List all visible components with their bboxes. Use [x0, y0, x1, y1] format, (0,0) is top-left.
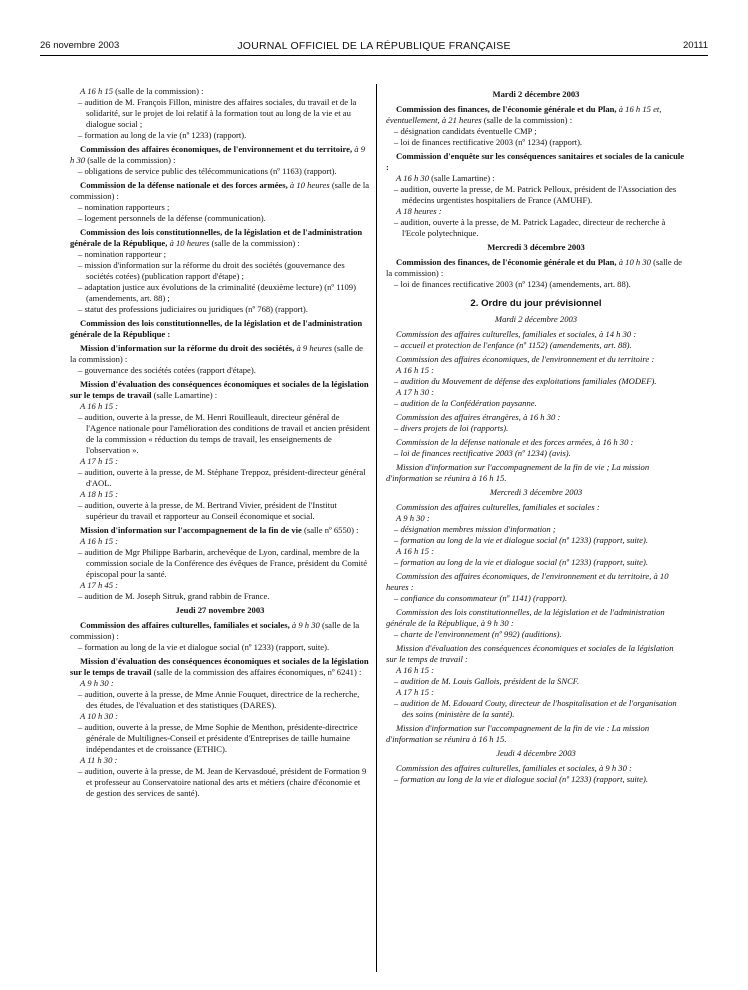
- time-line: A 16 h 15 :: [396, 365, 435, 375]
- right-column: [386, 86, 686, 788]
- time-line: A 9 h 30 :: [396, 513, 430, 523]
- agenda-item: – audition de M. Louis Gallois, président de la SNCF.: [394, 676, 580, 686]
- agenda-block: [70, 525, 370, 602]
- agenda-item: – adaptation justice aux évolutions de la criminalité (deuxième lecture) (nº 1109) (amendements, art. 88) ;: [78, 282, 356, 303]
- day-heading: Mercredi 3 décembre 2003: [487, 242, 585, 252]
- agenda-item: – gouvernance des sociétés cotées (rapport d'étape).: [78, 365, 256, 375]
- agenda-item: – audition de Mgr Philippe Barbarin, archevêque de Lyon, cardinal, membre de la commission sociale de la Conférence des évêques de France, président du Comité épiscopal pour la santé.: [78, 547, 368, 579]
- agenda-item: – confiance du consommateur (nº 1141) (rapport).: [394, 593, 568, 603]
- time-line: A 9 h 30 :: [80, 678, 114, 688]
- journal-title: JOURNAL OFFICIEL DE LA RÉPUBLIQUE FRANÇAISE: [237, 40, 511, 52]
- agenda-block: [70, 379, 370, 522]
- agenda-item: – logement personnels de la défense (communication).: [78, 213, 266, 223]
- agenda-block: [70, 656, 370, 799]
- time-line: A 16 h 15 :: [80, 536, 119, 546]
- agenda-item: – mission d'information sur la réforme du droit des sociétés (gouvernance des sociétés cotées) (publication rapport d'étape) ;: [78, 260, 345, 281]
- agenda-block: [70, 343, 370, 376]
- agenda-item: – loi de finances rectificative 2003 (nº 1234) (avis).: [394, 448, 571, 458]
- time-line: A 16 h 30 (salle Lamartine) :: [396, 173, 495, 183]
- day-heading: Jeudi 27 novembre 2003: [175, 605, 265, 615]
- header-rule: [40, 55, 708, 56]
- mission-heading: Mission d'information sur l'accompagnement de la fin de vie ; La mission d'information se réunira à 16 h 15.: [386, 462, 650, 483]
- agenda-block: [386, 643, 686, 720]
- agenda-item: – loi de finances rectificative 2003 (nº 1234) (rapport).: [394, 137, 583, 147]
- agenda-item: – audition, ouverte à la presse, de Mme Sophie de Menthon, présidente-directrice générale de Multilignes-Conseil et présidente d'Entreprises de taille humaine indépendantes et de croissance (ETHIC).: [78, 722, 358, 754]
- agenda-block: [386, 412, 686, 434]
- agenda-item: – accueil et protection de l'enfance (nº 1152) (amendements, art. 88).: [394, 340, 632, 350]
- time-line: A 10 h 30 :: [80, 711, 119, 721]
- agenda-block: [386, 763, 686, 785]
- agenda-block: [386, 571, 686, 604]
- agenda-block: [70, 318, 370, 340]
- commission-heading: Commission des lois constitutionnelles, de la législation et de l'administration générale de la République, à 10 heures (salle de la commission) :: [70, 227, 363, 248]
- agenda-item: – obligations de service public des télécommunications (nº 1163) (rapport).: [78, 166, 337, 176]
- mission-heading: Mission d'information sur l'accompagnement de la fin de vie : La mission d'information se réunira à 16 h 15.: [386, 723, 650, 744]
- agenda-block: [386, 462, 686, 484]
- commission-heading: Commission d'enquête sur les conséquences sanitaires et sociales de la canicule :: [386, 151, 685, 172]
- day-heading: Mardi 2 décembre 2003: [494, 314, 578, 324]
- agenda-item: – formation au long de la vie et dialogue social (nº 1233) (rapport, suite).: [394, 774, 649, 784]
- commission-heading: Commission des lois constitutionnelles, de la législation et de l'administration générale de la République :: [70, 318, 363, 339]
- agenda-block: [386, 104, 686, 148]
- agenda-item: – audition, ouverte à la presse, de Mme Annie Fouquet, directrice de la recherche, des études, de l'évaluation et des statistiques (DARES).: [78, 689, 360, 710]
- agenda-item: – audition de M. Edouard Couty, directeur de l'hospitalisation et de l'organisation des soins (ministère de la santé).: [394, 698, 677, 719]
- mission-heading: Mission d'évaluation des conséquences économiques et sociales de la législation sur le temps de travail :: [386, 643, 674, 664]
- time-line: A 17 h 30 :: [396, 387, 435, 397]
- commission-heading: Commission des finances, de l'économie générale et du Plan, à 10 h 30 (salle de la commission) :: [386, 257, 682, 278]
- agenda-item: – audition, ouverte à la presse, de M. Jean de Kervasdoué, président de Formation 9 et professeur au Conservatoire national des arts et métiers (chaire d'économie et de gestion des services de santé).: [78, 766, 367, 798]
- agenda-block: [386, 607, 686, 640]
- mission-heading: Mission d'évaluation des conséquences économiques et sociales de la législation sur le temps de travail (salle de la commission des affaires économiques, nº 6241) :: [70, 656, 369, 677]
- agenda-block: [386, 354, 686, 409]
- agenda-block: [70, 620, 370, 653]
- agenda-block: [386, 257, 686, 290]
- agenda-block: [386, 723, 686, 745]
- time-line: A 11 h 30 :: [80, 755, 118, 765]
- agenda-item: – audition, ouverte à la presse, de M. Patrick Lagadec, directeur de recherche à l'Ecole polytechnique.: [394, 217, 666, 238]
- time-line: A 16 h 15 :: [396, 665, 435, 675]
- commission-heading: Commission des affaires économiques, de l'environnement et du territoire, à 10 heures :: [386, 571, 669, 592]
- left-column: [70, 86, 370, 802]
- section-title: 2. Ordre du jour prévisionnel: [470, 298, 602, 309]
- header-date: 26 novembre 2003: [40, 40, 120, 51]
- agenda-block: [70, 86, 370, 141]
- time-line: A 17 h 15 :: [80, 456, 119, 466]
- agenda-item: – audition du Mouvement de défense des exploitations familiales (MODEF).: [394, 376, 657, 386]
- agenda-item: – audition de la Confédération paysanne.: [394, 398, 537, 408]
- commission-heading: Commission des lois constitutionnelles, de la législation et de l'administration générale de la République, à 9 h 30 :: [386, 607, 665, 628]
- agenda-item: – formation au long de la vie et dialogue social (nº 1233) (rapport, suite).: [394, 535, 649, 545]
- agenda-block: [70, 144, 370, 177]
- agenda-item: – désignation candidats éventuelle CMP ;: [394, 126, 537, 136]
- agenda-item: – audition de M. François Fillon, ministre des affaires sociales, du travail et de la solidarité, sur le projet de loi relatif à la formation tout au long de la vie et au dialogue social ;: [78, 97, 357, 129]
- commission-heading: Commission de la défense nationale et des forces armées, à 10 heures (salle de la commission) :: [70, 180, 370, 201]
- agenda-block: [386, 437, 686, 459]
- agenda-item: – audition, ouverte à la presse, de M. Bertrand Vivier, président de l'Institut supérieur du travail et rapporteur au Conseil économique et social.: [78, 500, 337, 521]
- commission-heading: Commission des affaires culturelles, familiales et sociales, à 9 h 30 :: [396, 763, 632, 773]
- agenda-block: [386, 502, 686, 568]
- commission-heading: Commission des affaires économiques, de l'environnement et du territoire, à 9 h 30 (salle de la commission) :: [70, 144, 366, 165]
- agenda-block: [70, 180, 370, 224]
- agenda-item: – audition, ouverte à la presse, de M. Stéphane Treppoz, président-directeur général d'AOL.: [78, 467, 366, 488]
- mission-heading: Mission d'information sur l'accompagnement de la fin de vie (salle nº 6550) :: [80, 525, 359, 535]
- agenda-item: – formation au long de la vie et dialogue social (nº 1233) (rapport, suite).: [394, 557, 649, 567]
- time-line: A 17 h 45 :: [80, 580, 119, 590]
- commission-heading: Commission des affaires culturelles, familiales et sociales, à 14 h 30 :: [396, 329, 637, 339]
- agenda-item: – audition, ouverte à la presse, de M. Henri Rouilleault, directeur général de l'Agence nationale pour l'amélioration des conditions de travail et ancien président de la commission « réduction du temps de travail, les enseignements de l'observation ».: [78, 412, 370, 455]
- agenda-block: [386, 151, 686, 239]
- time-line: A 16 h 15 (salle de la commission) :: [80, 86, 204, 96]
- agenda-item: – nomination rapporteurs ;: [78, 202, 170, 212]
- day-heading: Jeudi 4 décembre 2003: [496, 748, 576, 758]
- agenda-item: – désignation membres mission d'information ;: [394, 524, 556, 534]
- commission-heading: Commission des affaires économiques, de l'environnement et du territoire :: [396, 354, 655, 364]
- time-line: A 17 h 15 :: [396, 687, 435, 697]
- page-number: 20111: [682, 40, 708, 51]
- commission-heading: Commission de la défense nationale et des forces armées, à 16 h 30 :: [396, 437, 634, 447]
- agenda-item: – audition, ouverte la presse, de M. Patrick Pelloux, président de l'Association des médecins urgentistes hospitaliers de France (AMUHF).: [394, 184, 677, 205]
- column-divider: [376, 84, 377, 972]
- day-heading: Mardi 2 décembre 2003: [492, 89, 580, 99]
- page-header: [40, 40, 708, 54]
- day-heading: Mercredi 3 décembre 2003: [489, 487, 583, 497]
- commission-heading: Commission des affaires étrangères, à 16 h 30 :: [396, 412, 561, 422]
- agenda-item: – audition de M. Joseph Sitruk, grand rabbin de France.: [78, 591, 270, 601]
- time-line: A 18 h 15 :: [80, 489, 119, 499]
- agenda-block: [70, 227, 370, 315]
- time-line: A 18 heures :: [396, 206, 442, 216]
- time-line: A 16 h 15 :: [80, 401, 119, 411]
- agenda-item: – charte de l'environnement (nº 992) (auditions).: [394, 629, 562, 639]
- agenda-block: [386, 329, 686, 351]
- mission-heading: Mission d'évaluation des conséquences économiques et sociales de la législation sur le temps de travail (salle Lamartine) :: [70, 379, 369, 400]
- agenda-item: – formation au long de la vie et dialogue social (nº 1233) (rapport, suite).: [78, 642, 330, 652]
- time-line: A 16 h 15 :: [396, 546, 435, 556]
- commission-heading: Commission des affaires culturelles, familiales et sociales :: [396, 502, 600, 512]
- agenda-item: – divers projets de loi (rapports).: [394, 423, 509, 433]
- mission-heading: Mission d'information sur la réforme du droit des sociétés, à 9 heures (salle de la commission) :: [70, 343, 363, 364]
- agenda-item: – loi de finances rectificative 2003 (nº 1234) (amendements, art. 88).: [394, 279, 631, 289]
- commission-heading: Commission des affaires culturelles, familiales et sociales, à 9 h 30 (salle de la commission) :: [70, 620, 360, 641]
- agenda-item: – formation au long de la vie (nº 1233) (rapport).: [78, 130, 247, 140]
- agenda-item: – statut des professions judiciaires ou juridiques (nº 768) (rapport).: [78, 304, 308, 314]
- commission-heading: Commission des finances, de l'économie générale et du Plan, à 16 h 15 et, éventuellement, à 21 heures (salle de la commission) :: [386, 104, 662, 125]
- agenda-item: – nomination rapporteur ;: [78, 249, 167, 259]
